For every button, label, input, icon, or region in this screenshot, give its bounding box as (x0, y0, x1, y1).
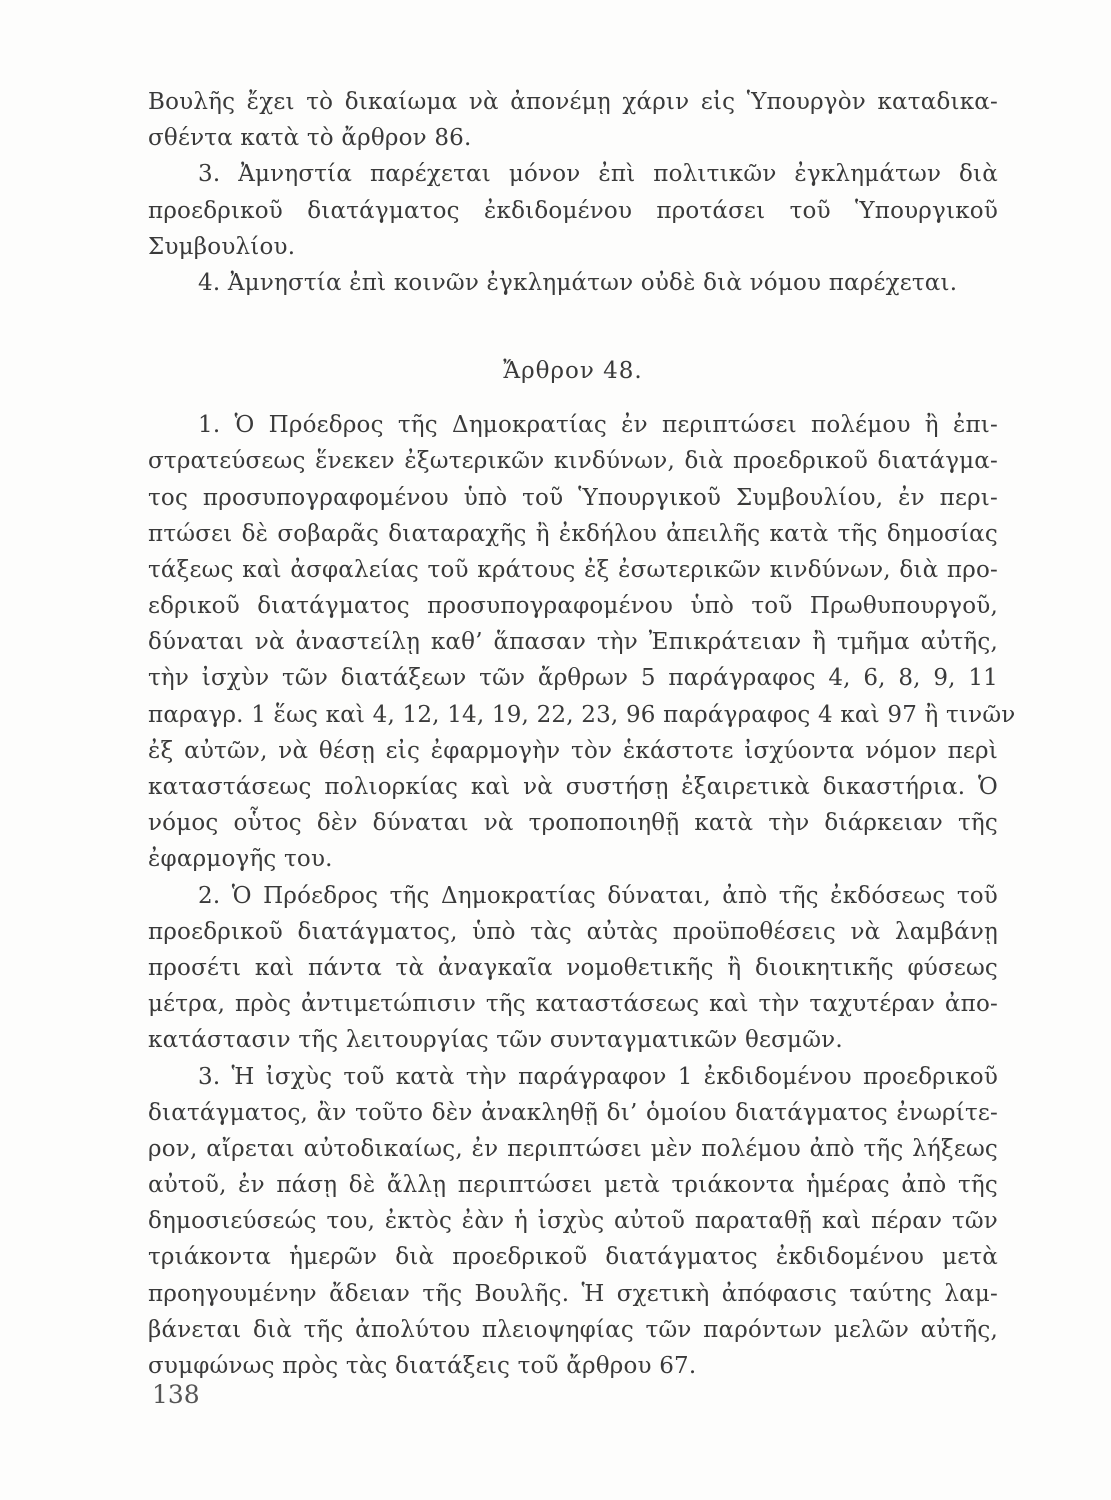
page-number: 138 (152, 1380, 200, 1409)
text-line: ἐφαρμογῆς του. (148, 846, 333, 873)
text-line: ρον, αἴρεται αὐτοδικαίως, ἐν περιπτώσει μὲν πολέμου ἀπὸ τῆς λήξεως (148, 1135, 998, 1162)
text-line: εδρικοῦ διατάγματος προσυπογραφομένου ὑπὸ τοῦ Πρωθυπουργοῦ, (148, 593, 998, 620)
text-line: τάξεως καὶ ἀσφαλείας τοῦ κράτους ἐξ ἐσωτερικῶν κινδύνων, διὰ προ- (148, 556, 998, 583)
article-heading: Ἄρθρον 48. (503, 358, 643, 385)
text-line: παραγρ. 1 ἕως καὶ 4, 12, 14, 19, 22, 23, 96 παράγραφος 4 καὶ 97 ἢ τινῶν (148, 701, 1016, 728)
text-line: προεδρικοῦ διατάγματος ἐκδιδομένου προτάσει τοῦ Ὑπουργικοῦ (148, 197, 998, 224)
preceding-article-text (148, 84, 998, 301)
text-line: καταστάσεως πολιορκίας καὶ νὰ συστήσῃ ἐξαιρετικὰ δικαστήρια. Ὁ (148, 774, 998, 800)
text-line: Συμβουλίου. (148, 233, 296, 260)
text-line: δύναται νὰ ἀναστείλῃ καθ’ ἅπασαν τὴν Ἐπικράτειαν ἢ τμῆμα αὐτῆς, (148, 629, 998, 656)
text-line: προσέτι καὶ πάντα τὰ ἀναγκαῖα νομοθετικῆς ἢ διοικητικῆς φύσεως (148, 954, 998, 981)
section-spacer (148, 301, 998, 335)
text-line: τος προσυπογραφομένου ὑπὸ τοῦ Ὑπουργικοῦ Συμβουλίου, ἐν περι- (148, 484, 998, 511)
text-line: πτώσει δὲ σοβαρᾶς διαταραχῆς ἢ ἐκδήλου ἀπειλῆς κατὰ τῆς δημοσίας (148, 520, 998, 547)
article-48-text (148, 407, 1016, 1384)
text-line: βάνεται διὰ τῆς ἀπολύτου πλειοψηφίας τῶν παρόντων μελῶν αὐτῆς, (148, 1316, 998, 1343)
text-line: 1. Ὁ Πρόεδρος τῆς Δημοκρατίας ἐν περιπτώσει πολέμου ἢ ἐπι- (198, 412, 998, 439)
text-line: στρατεύσεως ἕνεκεν ἐξωτερικῶν κινδύνων, διὰ προεδρικοῦ διατάγμα- (148, 448, 998, 475)
text-line: νόμος οὗτος δὲν δύναται νὰ τροποποιηθῇ κατὰ τὴν διάρκειαν τῆς (148, 810, 998, 837)
text-line: ἐξ αὐτῶν, νὰ θέσῃ εἰς ἐφαρμογὴν τὸν ἑκάστοτε ἰσχύοντα νόμον περὶ (148, 737, 998, 764)
text-line: σθέντα κατὰ τὸ ἄρθρον 86. (148, 125, 472, 152)
text-line: τριάκοντα ἡμερῶν διὰ προεδρικοῦ διατάγματος ἐκδιδομένου μετὰ (148, 1244, 998, 1271)
text-line: προηγουμένην ἄδειαν τῆς Βουλῆς. Ἡ σχετικὴ ἀπόφασις ταύτης λαμ- (148, 1280, 998, 1307)
text-line: 3. Ἡ ἰσχὺς τοῦ κατὰ τὴν παράγραφον 1 ἐκδιδομένου προεδρικοῦ (198, 1063, 998, 1090)
text-line: διατάγματος, ἂν τοῦτο δὲν ἀνακληθῇ δι’ ὁμοίου διατάγματος ἐνωρίτε- (148, 1099, 998, 1126)
text-line: Βουλῆς ἔχει τὸ δικαίωμα νὰ ἀπονέμῃ χάριν εἰς Ὑπουργὸν καταδικα- (148, 89, 998, 115)
text-line: δημοσιεύσεώς του, ἐκτὸς ἐὰν ἡ ἰσχὺς αὐτοῦ παραταθῇ καὶ πέραν τῶν (148, 1208, 998, 1235)
text-line: συμφώνως πρὸς τὰς διατάξεις τοῦ ἄρθρου 67. (148, 1353, 697, 1379)
text-line: αὐτοῦ, ἐν πάσῃ δὲ ἄλλῃ περιπτώσει μετὰ τριάκοντα ἡμέρας ἀπὸ τῆς (148, 1172, 998, 1199)
text-line: κατάστασιν τῆς λειτουργίας τῶν συνταγματικῶν θεσμῶν. (148, 1027, 843, 1054)
text-line: 4. Ἀμνηστία ἐπὶ κοινῶν ἐγκλημάτων οὐδὲ διὰ νόμου παρέχεται. (198, 269, 958, 296)
text-line: τὴν ἰσχὺν τῶν διατάξεων τῶν ἄρθρων 5 παράγραφος 4, 6, 8, 9, 11 (148, 665, 998, 692)
document-body (148, 84, 1016, 1384)
text-line: 2. Ὁ Πρόεδρος τῆς Δημοκρατίας δύναται, ἀπὸ τῆς ἐκδόσεως τοῦ (198, 882, 998, 909)
text-line: μέτρα, πρὸς ἀντιμετώπισιν τῆς καταστάσεως καὶ τὴν ταχυτέραν ἀπο- (148, 991, 998, 1018)
text-line: προεδρικοῦ διατάγματος, ὑπὸ τὰς αὐτὰς προϋποθέσεις νὰ λαμβάνῃ (148, 918, 998, 945)
text-line: 3. Ἀμνηστία παρέχεται μόνον ἐπὶ πολιτικῶν ἐγκλημάτων διὰ (198, 161, 998, 188)
